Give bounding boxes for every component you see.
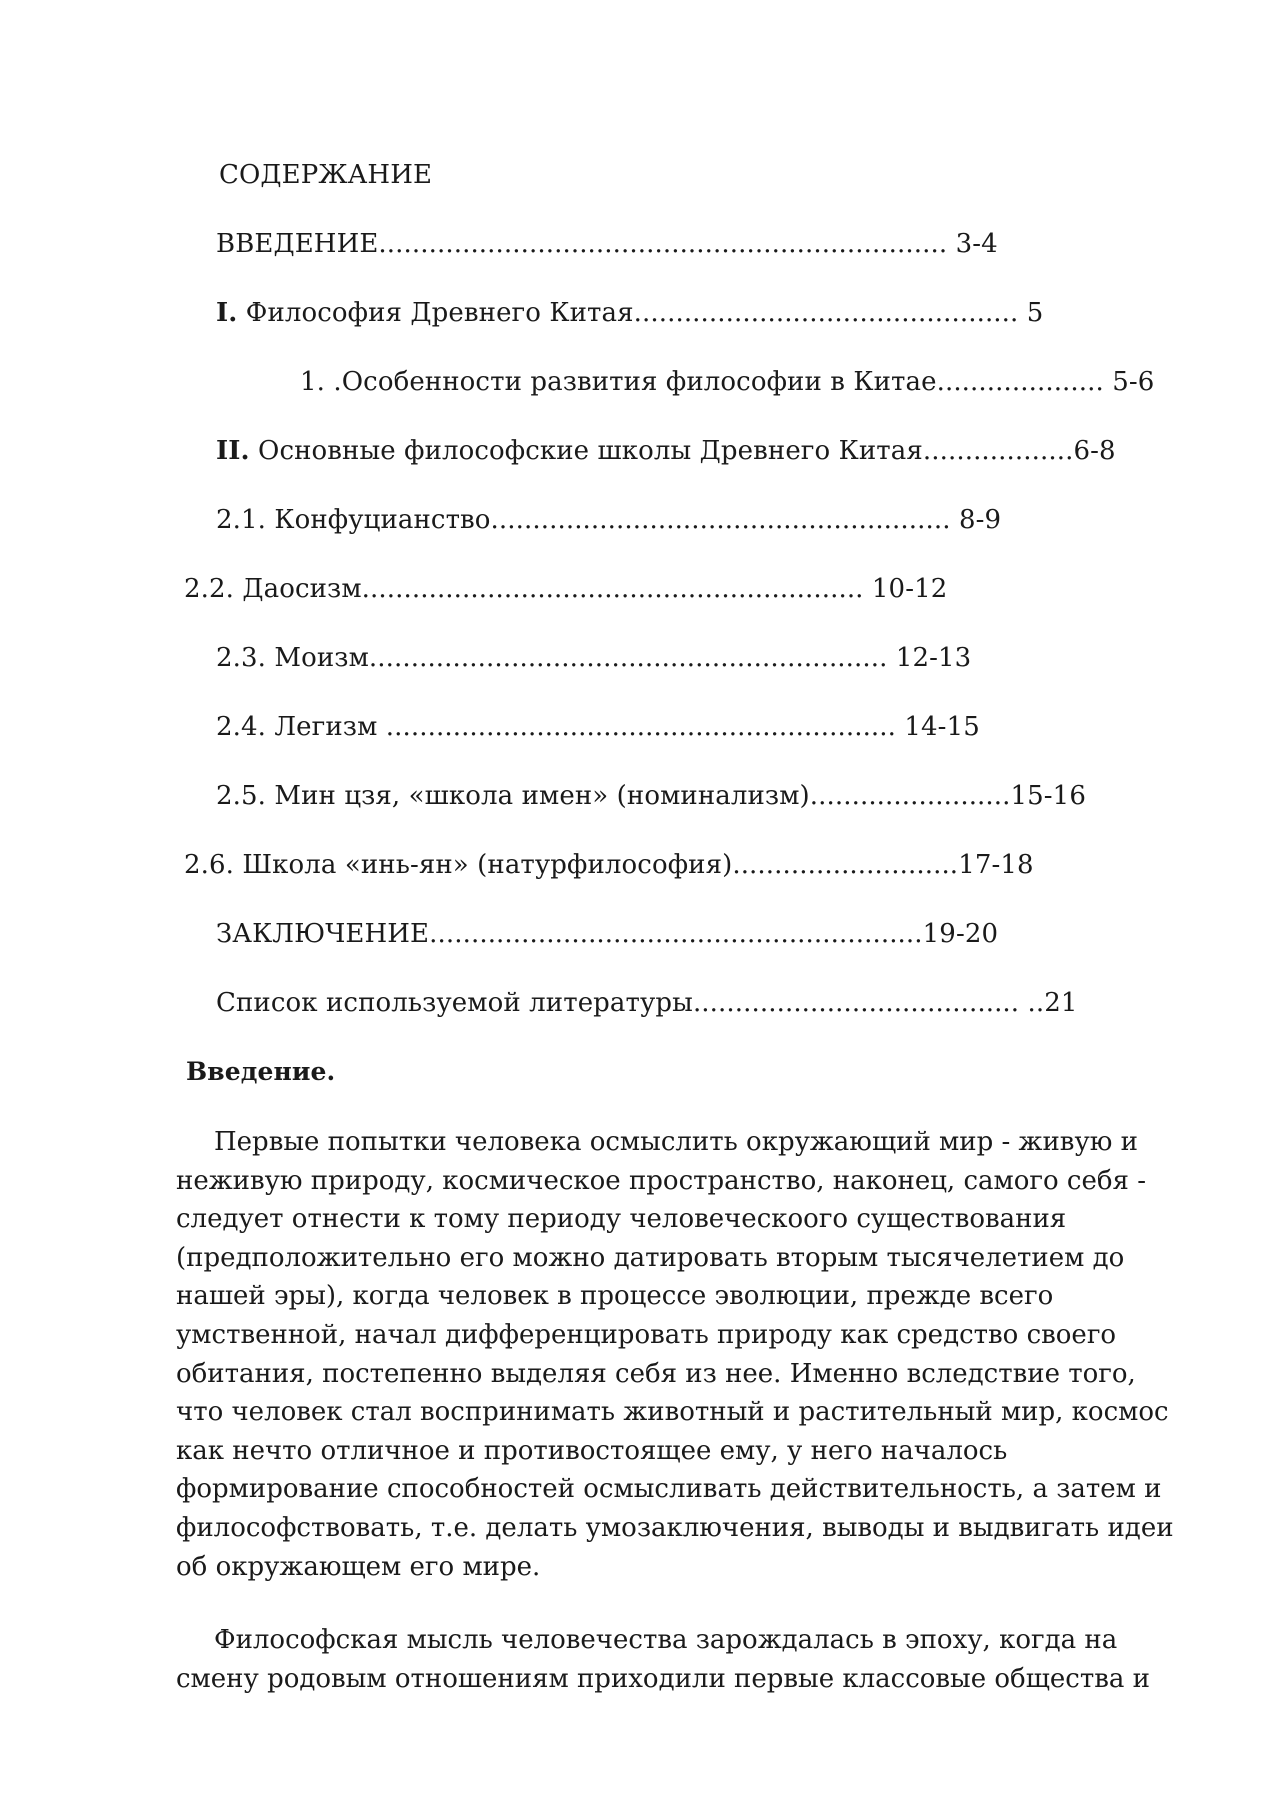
toc-entry-text: Список используемой литературы.......................................: [216, 988, 1020, 1018]
toc-entry-pages: 19-20: [922, 919, 999, 949]
toc-entry-section-2-4: [216, 712, 980, 742]
toc-entry-text: Основные философские школы Древнего Китая..................: [249, 436, 1074, 466]
toc-entry-conclusion: [216, 919, 998, 949]
toc-entry-bibliography: [216, 988, 1078, 1018]
toc-entry-introduction: [216, 229, 998, 259]
toc-entry-pages: 8-9: [950, 505, 1002, 535]
toc-entry-text: 1. .Особенности развития философии в Китае....................: [300, 367, 1104, 397]
toc-entry-text: 2.4. Легизм .............................................................: [216, 712, 897, 742]
toc-entry-section-2-2: [184, 574, 947, 604]
toc-entry-prefix: I.: [216, 298, 238, 328]
toc-entry-pages: 15-16: [1010, 781, 1086, 811]
intro-heading: Введение.: [186, 1057, 336, 1086]
intro-paragraph-2: Философская мысль человечества зарождалась в эпоху, когда на смену родовым отношениям приходили первые классовые общества и: [176, 1625, 1150, 1694]
toc-entry-text: 2.1. Конфуцианство.......................................................: [216, 505, 951, 535]
toc-heading: СОДЕРЖАНИЕ: [219, 160, 433, 190]
toc-entry-chapter-1: [216, 298, 1043, 328]
toc-entry-section-2-5: [216, 781, 1086, 811]
toc-entry-pages: 12-13: [887, 643, 972, 673]
toc-entry-section-2-1: [216, 505, 1001, 535]
toc-entry-text: 2.6. Школа «инь-ян» (натурфилософия)...........................: [184, 850, 959, 880]
toc-entry-pages: 5-6: [1103, 367, 1155, 397]
toc-entry-text: 2.5. Мин цзя, «школа имен» (номинализм)........................: [216, 781, 1011, 811]
toc-entry-pages: ..21: [1019, 988, 1078, 1018]
toc-entry-pages: 3-4: [947, 229, 998, 259]
toc-entry-text: ВВЕДЕНИЕ....................................................................: [216, 229, 948, 259]
toc-entry-prefix: II.: [216, 436, 250, 466]
toc-entry-pages: 14-15: [896, 712, 980, 742]
toc-entry-text: ЗАКЛЮЧЕНИЕ...........................................................: [216, 919, 923, 949]
toc-entry-text: 2.2. Даосизм............................................................: [184, 574, 864, 604]
toc-entry-chapter-2: [216, 436, 1116, 466]
intro-paragraph-1: Первые попытки человека осмыслить окружающий мир - живую и неживую природу, космическое пространство, наконец, самого себя - следует отнести к тому периоду человеческоого существования (предположительно его можно датировать вторым тысячелетием до нашей эры), когда человек в процессе эволюции, прежде всего умственной, начал дифференцировать природу как средство своего обитания, постепенно выделяя себя из нее. Именно вследствие того, что человек стал воспринимать животный и растительный мир, космос как нечто отличное и противостоящее ему, у него началось формирование способностей осмысливать действительность, а затем и философствовать, т.е. делать умозаключения, выводы и выдвигать идеи об окружающем его мире.: [176, 1127, 1174, 1582]
toc-entry-pages: 17-18: [958, 850, 1034, 880]
toc-entry-section-2-6: [184, 850, 1034, 880]
toc-entry-text: Философия Древнего Китая..............................................: [237, 298, 1019, 328]
toc-entry-pages: 6-8: [1073, 436, 1116, 466]
toc-entry-text: 2.3. Моизм..............................................................: [216, 643, 888, 673]
toc-entry-section-2-3: [216, 643, 971, 673]
toc-entry-section-1-1: [300, 367, 1154, 397]
toc-entry-pages: 10-12: [863, 574, 948, 604]
toc-entry-pages: 5: [1018, 298, 1044, 328]
